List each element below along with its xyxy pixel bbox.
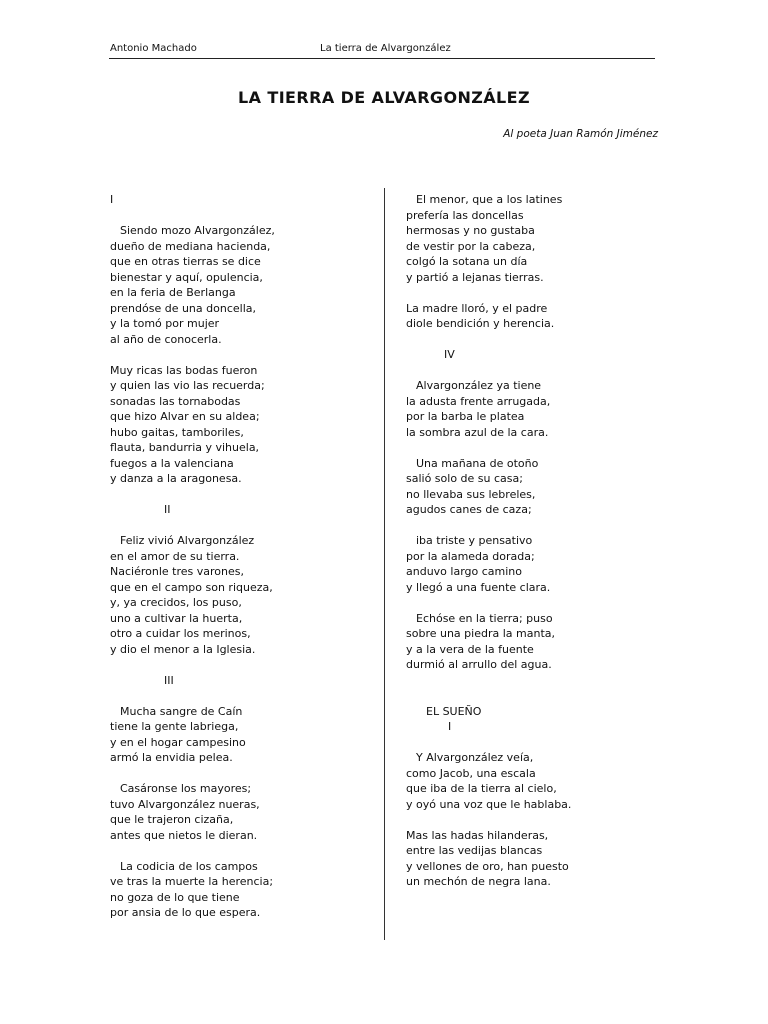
verse-line: hubo gaitas, tamboriles, — [110, 425, 244, 439]
verse-line: dueño de mediana hacienda, — [110, 239, 271, 253]
verse-line: por la alameda dorada; — [406, 549, 535, 563]
section-heading-ii: II — [164, 503, 171, 516]
verse-line: y oyó una voz que le hablaba. — [406, 797, 572, 811]
verse-line: y a la vera de la fuente — [406, 642, 534, 656]
verse-line: antes que nietos le dieran. — [110, 828, 258, 842]
spacer — [406, 440, 666, 456]
verse-line: Feliz vivió Alvargonzález — [120, 534, 255, 547]
verse-line: Alvargonzález ya tiene — [416, 379, 542, 392]
spacer — [406, 812, 666, 828]
spacer — [406, 735, 666, 751]
spacer — [406, 363, 666, 379]
verse-line: anduvo largo camino — [406, 565, 522, 578]
verse-line: fuegos a la valenciana — [110, 456, 234, 470]
verse-line: Mucha sangre de Caín — [120, 704, 243, 718]
verse-line: iba triste y pensativo — [416, 534, 533, 547]
verse-line: entre las vedijas blancas — [406, 844, 543, 857]
spacer — [406, 332, 666, 348]
verse-line: no goza de lo que tiene — [110, 890, 240, 904]
verse-line: tuvo Alvargonzález nueras, — [110, 797, 260, 811]
verse-line: La codicia de los campos — [120, 859, 258, 873]
verse-line: tiene la gente labriega, — [110, 720, 239, 733]
verse-line: Naciéronle tres varones, — [110, 565, 244, 578]
verse-line: y, ya crecidos, los puso, — [110, 596, 242, 609]
header-author: Antonio Machado — [110, 43, 197, 54]
stanza — [406, 828, 666, 890]
verse-line: y llegó a una fuente clara. — [406, 580, 551, 594]
verse-line: que en el campo son riqueza, — [110, 580, 273, 594]
page-title: LA TIERRA DE ALVARGONZÁLEZ — [238, 88, 530, 107]
dedication: Al poeta Juan Ramón Jiménez — [503, 128, 658, 140]
verse-line: sobre una piedra la manta, — [406, 627, 555, 640]
stanza — [406, 611, 666, 673]
verse-line: diole bendición y herencia. — [406, 317, 555, 330]
verse-line: colgó la sotana un día — [406, 255, 528, 268]
verse-line: salió solo de su casa; — [406, 472, 523, 485]
stanza — [110, 859, 370, 921]
verse-line: y la tomó por mujer — [110, 317, 220, 330]
verse-line: flauta, bandurria y vihuela, — [110, 441, 260, 454]
spacer — [110, 487, 370, 503]
stanza — [406, 533, 666, 595]
page-header — [109, 42, 655, 59]
verse-line: hermosas y no gustaba — [406, 224, 535, 237]
verse-line: que hizo Alvar en su aldea; — [110, 410, 260, 423]
spacer — [110, 657, 370, 673]
verse-line: uno a cultivar la huerta, — [110, 611, 243, 625]
verse-line: agudos canes de caza; — [406, 503, 532, 516]
verse-line: en el amor de su tierra. — [110, 549, 240, 563]
stanza — [406, 301, 666, 332]
verse-line: armó la envidia pelea. — [110, 751, 233, 764]
verse-line: Echóse en la tierra; puso — [416, 611, 553, 625]
stanza — [406, 456, 666, 518]
verse-line: Casáronse los mayores; — [120, 782, 252, 795]
section-heading-el-sueno: EL SUEÑO — [426, 704, 482, 718]
verse-line: la adusta frente arrugada, — [406, 394, 551, 408]
right-column — [406, 192, 666, 890]
verse-line: prefería las doncellas — [406, 208, 524, 222]
verse-line: y partió a lejanas tierras. — [406, 270, 544, 284]
verse-line: y vellones de oro, han puesto — [406, 859, 569, 873]
section-heading-iii: III — [164, 673, 174, 687]
verse-line: Siendo mozo Alvargonzález, — [120, 224, 275, 237]
verse-line: de vestir por la cabeza, — [406, 239, 536, 253]
verse-line: Y Alvargonzález veía, — [416, 751, 534, 764]
left-column — [110, 192, 370, 921]
spacer — [110, 518, 370, 534]
spacer — [406, 673, 666, 689]
verse-line: Muy ricas las bodas fueron — [110, 363, 258, 377]
verse-line: El menor, que a los latines — [416, 193, 563, 206]
stanza — [110, 363, 370, 487]
verse-line: y quien las vio las recuerda; — [110, 379, 265, 392]
spacer — [406, 595, 666, 611]
verse-line: la sombra azul de la cara. — [406, 425, 549, 439]
verse-line: no llevaba sus lebreles, — [406, 487, 536, 501]
verse-line: que en otras tierras se dice — [110, 255, 261, 268]
stanza — [110, 533, 370, 657]
verse-line: prendóse de una doncella, — [110, 301, 256, 315]
spacer — [110, 766, 370, 782]
stanza — [110, 704, 370, 766]
verse-line: por la barba le platea — [406, 410, 525, 423]
spacer — [110, 688, 370, 704]
verse-line: sonadas las tornabodas — [110, 394, 241, 408]
section-heading-iv: IV — [444, 348, 455, 361]
verse-line: Mas las hadas hilanderas, — [406, 828, 549, 842]
verse-line: un mechón de negra lana. — [406, 875, 551, 888]
verse-line: como Jacob, una escala — [406, 766, 536, 780]
stanza — [406, 750, 666, 812]
verse-line: y en el hogar campesino — [110, 735, 246, 749]
stanza — [406, 378, 666, 440]
column-divider — [384, 188, 385, 940]
verse-line: bienestar y aquí, opulencia, — [110, 270, 263, 284]
verse-line: durmió al arrullo del agua. — [406, 658, 552, 671]
stanza — [110, 781, 370, 843]
verse-line: y danza a la aragonesa. — [110, 472, 242, 485]
spacer — [110, 843, 370, 859]
spacer — [110, 208, 370, 224]
section-heading-i: I — [110, 193, 114, 206]
section-heading-sueno-i: I — [448, 720, 452, 733]
verse-line: que iba de la tierra al cielo, — [406, 782, 557, 795]
verse-line: La madre lloró, y el padre — [406, 301, 548, 315]
stanza — [110, 223, 370, 347]
spacer — [406, 285, 666, 301]
spacer — [406, 518, 666, 534]
verse-line: otro a cuidar los merinos, — [110, 627, 251, 640]
verse-line: que le trajeron cizaña, — [110, 813, 234, 826]
verse-line: Una mañana de otoño — [416, 456, 539, 470]
spacer — [110, 347, 370, 363]
verse-line: al año de conocerla. — [110, 332, 222, 346]
verse-line: por ansia de lo que espera. — [110, 906, 261, 919]
verse-line: y dio el menor a la Iglesia. — [110, 642, 256, 656]
spacer — [406, 688, 666, 704]
verse-line: ve tras la muerte la herencia; — [110, 875, 274, 888]
verse-line: en la feria de Berlanga — [110, 286, 236, 299]
stanza — [406, 192, 666, 285]
header-running-title: La tierra de Alvargonzález — [320, 43, 451, 54]
